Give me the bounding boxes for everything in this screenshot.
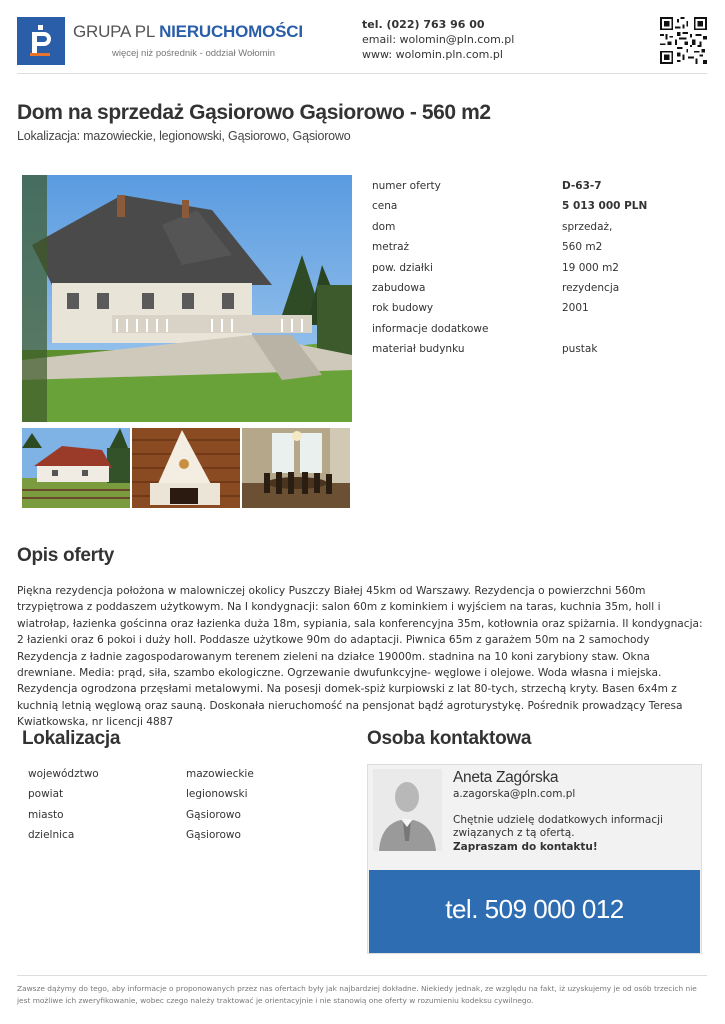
offer-detail-value: sprzedaż,	[562, 220, 613, 233]
offer-detail-row	[372, 239, 712, 259]
offer-detail-row	[372, 260, 712, 280]
brand-name	[73, 22, 303, 42]
page-header	[0, 0, 725, 74]
cottage-photo-icon	[22, 428, 130, 508]
office-www[interactable]: www: wolomin.pln.com.pl	[362, 48, 503, 61]
brand-bold: NIERUCHOMOŚCI	[159, 22, 303, 41]
listing-location-line: Lokalizacja: mazowieckie, legionowski, Gąsiorowo, Gąsiorowo	[17, 129, 351, 143]
offer-detail-key: informacje dodatkowe	[372, 322, 489, 335]
person-silhouette-icon	[373, 769, 442, 851]
listing-title: Dom na sprzedaż Gąsiorowo Gąsiorowo - 560 m2	[17, 101, 491, 124]
location-value: Gąsiorowo	[186, 829, 241, 842]
logo-mark-icon	[17, 17, 65, 65]
contact-heading: Osoba kontaktowa	[367, 728, 532, 749]
location-row	[28, 766, 348, 786]
offer-detail-key: zabudowa	[372, 281, 426, 294]
location-row	[28, 807, 348, 827]
location-key: miasto	[28, 808, 64, 821]
footer-disclaimer: Zawsze dążymy do tego, aby informacje o proponowanych przez nas ofertach były jak najbardziej dokładne. Niekiedy jednak, ze względu na fakt, iż uzyskujemy je od osób trzecich nie jest możliwe ich zweryfikowanie, wobec czego należy traktować je orientacyjnie i nie stanowią one oferty w rozumieniu kodeksu cywilnego.	[17, 984, 697, 1005]
thumbnail-photo-1[interactable]	[22, 428, 130, 508]
offer-detail-row	[372, 341, 712, 361]
agent-message	[453, 814, 693, 854]
offer-detail-row	[372, 280, 712, 300]
location-key: powiat	[28, 788, 64, 801]
offer-detail-row	[372, 321, 712, 341]
offer-detail-key: cena	[372, 200, 398, 213]
offer-detail-value: rezydencja	[562, 281, 620, 294]
office-email[interactable]: email: wolomin@pln.com.pl	[362, 33, 515, 46]
house-photo-icon	[22, 175, 352, 422]
location-table	[28, 766, 348, 848]
agent-phone-band	[369, 870, 700, 953]
offer-detail-key: metraż	[372, 241, 410, 254]
location-row	[28, 827, 348, 847]
brand-prefix: GRUPA PL	[73, 22, 160, 41]
offer-detail-value: 560 m2	[562, 241, 603, 254]
fireplace-photo-icon	[132, 428, 240, 508]
header-divider	[17, 73, 707, 74]
agent-phone[interactable]: tel. 509 000 012	[445, 894, 624, 924]
location-key: dzielnica	[28, 829, 75, 842]
offer-detail-row	[372, 300, 712, 320]
main-photo[interactable]	[22, 175, 352, 422]
location-row	[28, 786, 348, 806]
offer-detail-key: dom	[372, 220, 396, 233]
agent-cta: Zapraszam do kontaktu!	[453, 840, 598, 853]
agent-name: Aneta Zagórska	[453, 769, 559, 786]
offer-detail-value: pustak	[562, 343, 598, 356]
agent-avatar	[373, 769, 442, 851]
offer-detail-value: 19 000 m2	[562, 261, 619, 274]
thumbnail-photo-3[interactable]	[242, 428, 350, 508]
location-value: mazowieckie	[186, 768, 254, 780]
offer-detail-key: pow. działki	[372, 261, 433, 274]
office-contact	[362, 17, 514, 62]
offer-details-table	[372, 178, 712, 362]
offer-detail-key: numer oferty	[372, 180, 441, 192]
description-text: Piękna rezydencja położona w malowniczej okolicy Puszczy Białej 45km od Warszawy. Rezydencja o powierzchni 560m trzypiętrowa z poddaszem użytkowym. Na I kondygnacji: salon 60m z kominkiem i wyjściem na taras, kuchnia 35m, holl i wiatrołap, łazienka gościnna oraz łazienka duża 18m, sypiania, sala konferencyjna 35m, kotłownia oraz spiżarnia. II kondygnacja: 2 łazienki oraz 6 pokoi i duży holl. Poddasze użytkowe 90m do adaptacji. Piwnica 65m z garażem 50m na 2 samochody Rezydencja z ładnie zagospodarowanym terenem zieleni na działce 19000m. stadnina na 10 koni zarybiony staw. Okna drewniane. Media: prąd, siła, szambo ekologiczne. Ogrzewanie dwufunkcyjne- węglowe i olejowe. Woda własna i miejska. Rezydencja ogrodzona przęsłami metalowymi. Na posesji domek-spiż kurpiowski z lat 80-tych, strzechą kryty. Basen 6x4m z kuchnią letnią węglową oraz sauną. Doskonała nieruchomość na pensjonat bądź agroturystykę. Pośrednik prowadzący Teresa Kwiatkowska, nr licencji 4887	[17, 585, 703, 729]
qr-code-icon	[660, 17, 707, 64]
agent-email[interactable]: a.zagorska@pln.com.pl	[453, 788, 576, 800]
office-phone[interactable]: tel. (022) 763 96 00	[362, 18, 485, 31]
offer-detail-row	[372, 178, 712, 198]
dining-room-photo-icon	[242, 428, 350, 508]
thumbnail-photo-2[interactable]	[132, 428, 240, 508]
location-value: Gąsiorowo	[186, 808, 241, 821]
offer-detail-key: rok budowy	[372, 302, 434, 315]
company-logo[interactable]	[17, 17, 65, 65]
offer-detail-value: D-63-7	[562, 180, 602, 192]
brand-tagline: więcej niż pośrednik - oddział Wołomin	[112, 48, 275, 59]
offer-detail-row	[372, 198, 712, 218]
agent-message-text: Chętnie udzielę dodatkowych informacji związanych z tą ofertą.	[453, 814, 663, 840]
offer-detail-key: materiał budynku	[372, 343, 465, 356]
location-value: legionowski	[186, 788, 248, 801]
offer-detail-value: 2001	[562, 302, 589, 315]
agent-card	[367, 764, 702, 954]
description-heading: Opis oferty	[17, 545, 114, 566]
location-key: województwo	[28, 768, 99, 780]
offer-detail-row	[372, 219, 712, 239]
location-heading: Lokalizacja	[22, 728, 121, 749]
footer-divider	[17, 975, 707, 976]
offer-detail-value: 5 013 000 PLN	[562, 200, 648, 213]
